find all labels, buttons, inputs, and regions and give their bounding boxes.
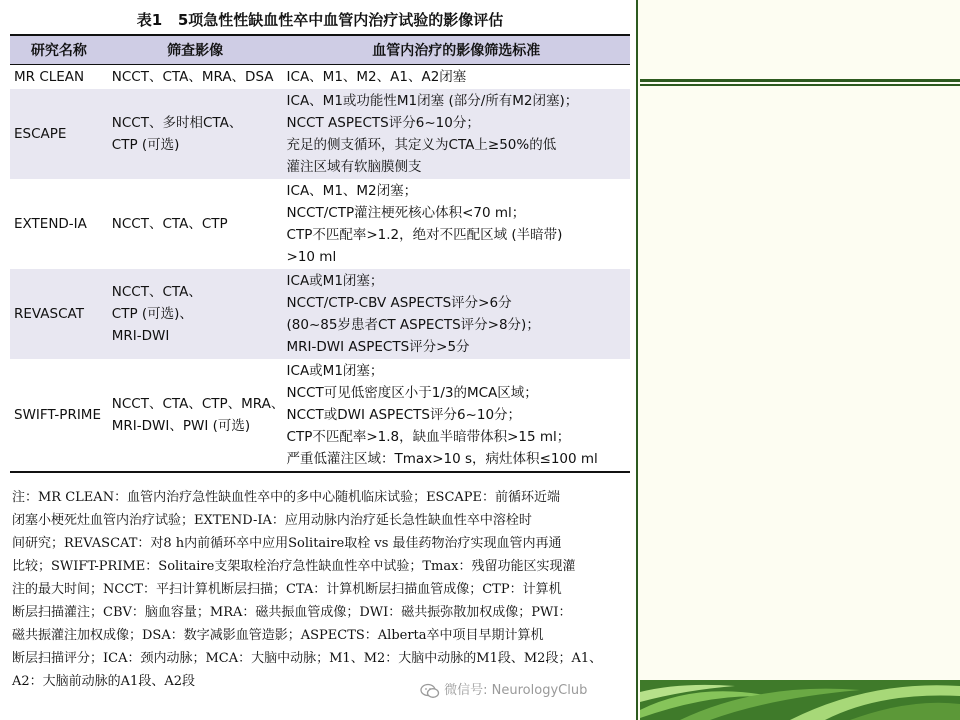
criteria-line: CTP不匹配率>1.8，缺血半暗带体积>15 ml； [286,429,571,445]
imaging-line: NCCT、CTA、CTP [111,216,228,232]
table-notes [12,486,630,693]
note-line: 间研究；REVASCAT：对8 h内前循环卒中应用Solitaire取栓 vs 最佳药物治疗实现血管内再通 [12,536,562,551]
study-name-cell: SWIFT-PRIME [10,359,108,472]
table-row [10,359,630,472]
imaging-cell [108,269,283,359]
table-row [10,89,630,179]
header-criteria: 血管内治疗的影像筛选标准 [283,35,630,65]
imaging-line: NCCT、CTA、CTP、MRA、 [111,396,285,412]
criteria-line: ICA、M1、M2闭塞； [286,183,418,199]
watermark [420,680,630,702]
note-line: 注的最大时间；NCCT：平扫计算机断层扫描；CTA：计算机断层扫描血管成像；CTP：计算机 [12,582,562,597]
criteria-line: 严重低灌注区域：Tmax>10 s，病灶体积≤100 ml [286,451,598,467]
leaf-decoration [640,680,960,720]
study-name-cell: ESCAPE [10,89,108,179]
watermark-text: 微信号: NeurologyClub [444,683,588,698]
study-name-cell: EXTEND-IA [14,216,87,232]
note-line: A2：大脑前动脉的A1段、A2段 [12,674,195,689]
criteria-line: NCCT或DWI ASPECTS评分6~10分； [286,407,522,423]
header-study: 研究名称 [10,35,108,65]
trials-table [10,34,630,473]
imaging-cell [108,65,283,90]
criteria-cell [283,359,630,472]
imaging-line: NCCT、多时相CTA、 [111,115,243,131]
imaging-line: CTP (可选)、 [111,306,193,322]
imaging-cell [108,179,283,269]
criteria-line: CTP不匹配率>1.2，绝对不匹配区域 (半暗带) [286,227,563,243]
criteria-line: (80~85岁患者CT ASPECTS评分>8分)； [286,317,540,333]
table-row [10,65,630,90]
table-row [10,179,630,269]
study-name-cell: REVASCAT [10,269,108,359]
imaging-cell [108,89,283,179]
table-header-row [10,35,630,65]
table-row [10,269,630,359]
criteria-cell [283,269,630,359]
criteria-line: ICA或M1闭塞； [286,273,384,289]
criteria-line: ICA、M1或功能性M1闭塞 (部分/所有M2闭塞)； [286,93,579,109]
decorative-panel [638,0,960,720]
imaging-line: MRI-DWI、PWI (可选) [111,418,251,434]
table-caption: 表1 5项急性性缺血性卒中血管内治疗试验的影像评估 [136,11,504,29]
criteria-line: ICA或M1闭塞； [286,363,384,379]
criteria-line: >10 ml [286,249,337,265]
wechat-icon [420,683,440,699]
criteria-line: MRI-DWI ASPECTS评分>5分 [286,339,470,355]
criteria-line: 充足的侧支循环，其定义为CTA上≥50%的低 [286,137,557,153]
header-imaging: 筛查影像 [108,35,283,65]
criteria-cell [283,65,630,90]
vertical-divider [636,0,638,720]
note-line: 磁共振灌注加权成像；DSA：数字减影血管造影；ASPECTS：Alberta卒中项目早期计算机 [12,628,544,643]
horizontal-rule-bottom [640,84,960,86]
note-line: 断层扫描灌注；CBV：脑血容量；MRA：磁共振血管成像；DWI：磁共振弥散加权成像；PWI： [12,605,572,620]
note-line: 比较；SWIFT-PRIME：Solitaire支架取栓治疗急性缺血性卒中试验；Tmax：残留功能区实现灌 [12,559,576,574]
imaging-line: MRI-DWI [111,328,170,344]
criteria-line: ICA、M1、M2、A1、A2闭塞 [286,69,467,85]
note-line: 断层扫描评分；ICA：颈内动脉；MCA：大脑中动脉；M1、M2：大脑中动脉的M1段、M2段；A1、 [12,651,603,666]
criteria-line: NCCT可见低密度区小于1/3的MCA区域； [286,385,538,401]
criteria-cell [283,89,630,179]
note-line: 闭塞小梗死灶血管内治疗试验；EXTEND-IA：应用动脉内治疗延长急性缺血性卒中溶栓时 [12,513,532,528]
note-line: 注：MR CLEAN：血管内治疗急性缺血性卒中的多中心随机临床试验；ESCAPE：前循环近端 [12,490,561,505]
imaging-cell [108,359,283,472]
imaging-line: CTP (可选) [111,137,180,153]
criteria-line: 灌注区域有软脑膜侧支 [286,159,422,175]
criteria-line: NCCT ASPECTS评分6~10分； [286,115,480,131]
imaging-line: NCCT、CTA、MRA、DSA [111,69,274,85]
imaging-line: NCCT、CTA、 [111,284,202,300]
horizontal-rule-top [640,79,960,82]
study-name-cell: MR CLEAN [14,69,85,85]
criteria-line: NCCT/CTP灌注梗死核心体积<70 ml； [286,205,526,221]
criteria-line: NCCT/CTP-CBV ASPECTS评分>6分 [286,295,512,311]
criteria-cell [283,179,630,269]
